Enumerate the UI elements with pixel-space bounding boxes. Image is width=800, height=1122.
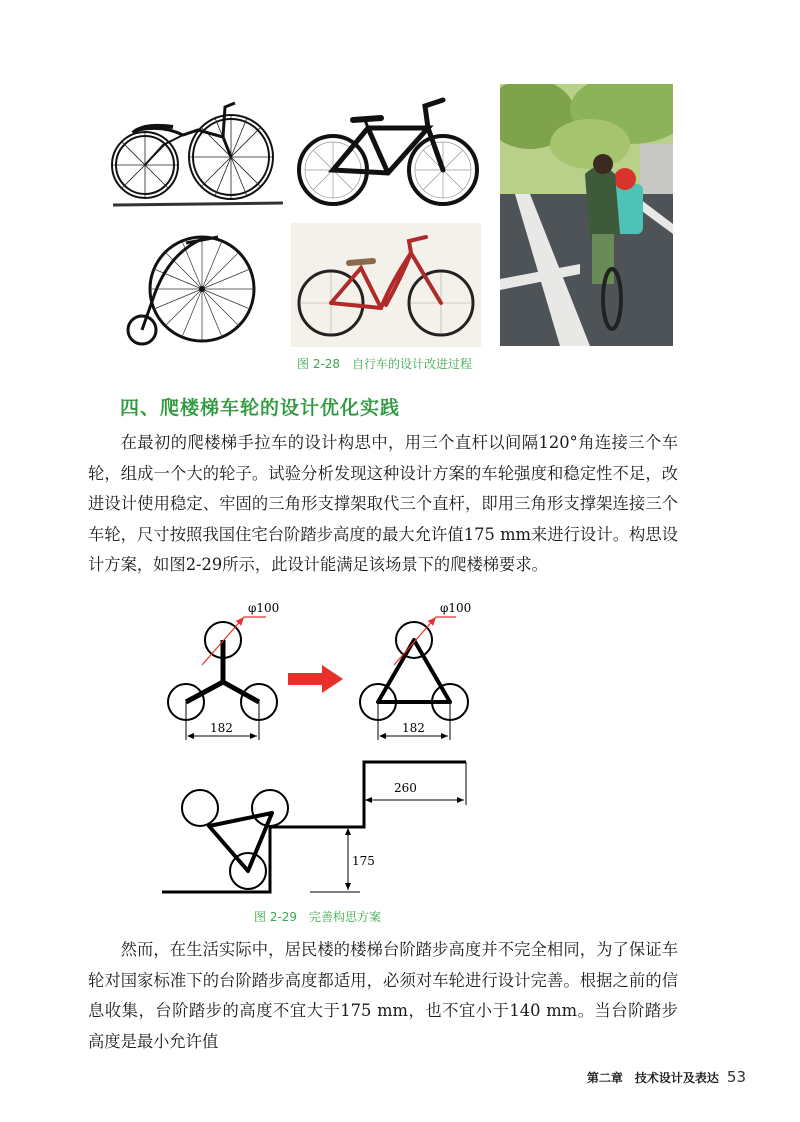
page-footer — [587, 1068, 746, 1086]
chapter-title: 第二章 技术设计及表达 — [586, 1071, 719, 1085]
paragraph-1: 在最初的爬楼梯手拉车的设计构思中，用三个直杆以间隔120°角连接三个车轮，组成一个大的轮子。试验分析发现这种设计方案的车轮强度和稳定性不足，改进设计使用稳定、牢固的三角形支撑架取代三个直杆，即用三角形支撑架连接三个车轮，尺寸按照我国住宅台阶踏步高度的最大允许值175 mm来进行设计。构思设计方案，如图2-29所示，此设计能满足该场景下的爬楼梯要求。 — [88, 433, 678, 574]
figure-2-29-caption: 图 2-29 完善构思方案 — [254, 910, 382, 924]
left-span-label: 182 — [210, 721, 233, 735]
step-depth-label: 260 — [394, 781, 417, 795]
right-span-label: 182 — [402, 721, 425, 735]
figure-2-28-caption: 图 2-28 自行车的设计改进过程 — [297, 357, 473, 371]
figure-2-29-diagram — [150, 595, 490, 900]
early-wooden-bicycle-drawing — [103, 85, 288, 217]
section-heading: 四、爬楼梯车轮的设计优化实践 — [120, 397, 401, 419]
red-arrow-icon — [288, 665, 343, 693]
modern-black-city-bicycle — [293, 88, 483, 215]
step-height-label: 175 — [352, 854, 375, 868]
red-ladies-bicycle — [291, 223, 481, 347]
cyclist-with-child-seat-photo — [500, 84, 673, 346]
penny-farthing-drawing — [120, 233, 280, 351]
left-diameter-label: φ100 — [248, 601, 280, 615]
paragraph-2: 然而，在生活实际中，居民楼的楼梯台阶踏步高度并不完全相同，为了保证车轮对国家标准下的台阶踏步高度都适用，必须对车轮进行设计完善。根据之前的信息收集，台阶踏步的高度不宜大于175 mm，也不宜小于140 mm。当台阶踏步高度是最小允许值 — [88, 940, 678, 1051]
stair-climbing-diagram — [162, 762, 466, 892]
page-number: 53 — [726, 1068, 746, 1086]
right-diameter-label: φ100 — [440, 601, 472, 615]
